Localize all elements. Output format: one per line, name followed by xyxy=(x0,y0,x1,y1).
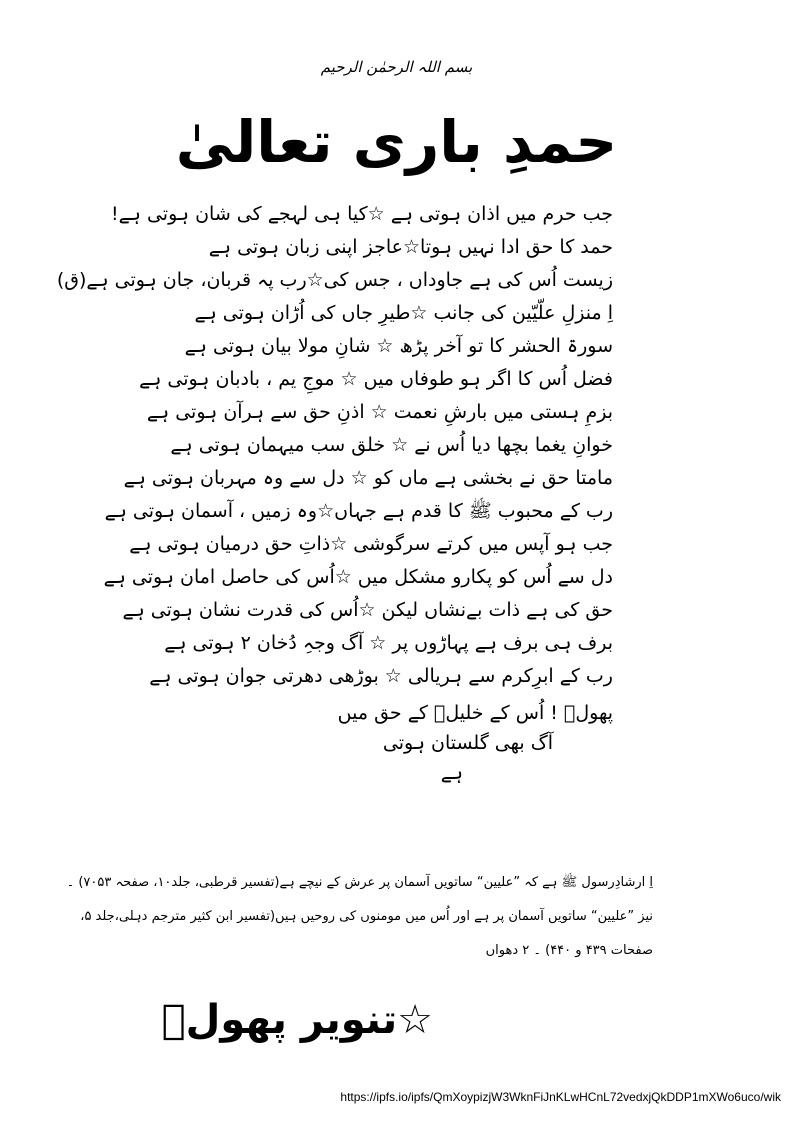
verse-line: جب حرم میں اذان ہوتی ہے ☆کیا ہی لہجے کی شان ہوتی ہے! xyxy=(111,203,613,225)
verse-line: جب ہو آپس میں کرتے سرگوشی ☆ذاتِ حق درمیان ہوتی ہے xyxy=(129,533,613,555)
verse-line: اِ منزلِ علّیّین کی جانب ☆طیرِ جاں کی اُڑان ہوتی ہے xyxy=(194,302,613,324)
poet-signature: ☆تنویر پھولؔ xyxy=(161,997,433,1043)
footnotes xyxy=(13,872,653,974)
verse-line: برف ہی برف ہے پہاڑوں پر ☆ آگ وجہِ دُخان ۲ ہوتی ہے xyxy=(164,632,613,654)
footnote-line: صفحات ۴۳۹ و ۴۴۰) ۔ ۲ دھواں xyxy=(485,943,653,958)
verse-line: رب کے محبوب ﷺ کا قدم ہے جہاں☆وہ زمیں ، آسمان ہوتی ہے xyxy=(104,500,613,522)
verse-line: خوانِ یغما بچھا دیا اُس نے ☆ خلق سب میہمان ہوتی ہے xyxy=(170,434,613,456)
verse-line: حق کی ہے ذات بےنشاں لیکن ☆اُس کی قدرت نشان ہوتی ہے xyxy=(122,599,613,621)
verse-line: دل سے اُس کو پکارو مشکل میں ☆اُس کی حاصل امان ہوتی ہے xyxy=(103,566,613,588)
page-title: حمدِ باری تعالیٰ xyxy=(175,108,618,176)
closing-verse-line-2: آگ بھی گلستان ہوتی xyxy=(382,732,553,754)
verse-line: فضل اُس کا اگر ہو طوفاں میں ☆ موجِ یم ، بادبان ہوتی ہے xyxy=(139,368,613,390)
footnote-line: اِ ارشادِرسول ﷺ ہے کہ ”علیین“ ساتویں آسمان پر عرش کے نیچے ہے(تفسیر قرطبی، جلد۱۰، صفحہ ۷۰۵۳) ۔ xyxy=(66,875,653,890)
verse-line: زیست اُس کی ہے جاوداں ، جس کی☆رب پہ قربان، جان ہوتی ہے(ق) xyxy=(56,269,613,291)
closing-verse-line-3: ہے xyxy=(440,762,463,784)
verse-line: سورۃ الحشر کا تو آخر پڑھ ☆ شانِ مولا بیان ہوتی ہے xyxy=(184,335,613,357)
verse-line: بزمِ ہستی میں بارشِ نعمت ☆ اذنِ حق سے ہرآن ہوتی ہے xyxy=(146,401,613,423)
verse-line: مامتا حق نے بخشی ہے ماں کو ☆ دل سے وہ مہربان ہوتی ہے xyxy=(123,467,613,489)
closing-verse-line-1: پھولؔ ! اُس کے خلیلؑ کے حق میں xyxy=(337,702,613,724)
poem-verses xyxy=(33,198,613,693)
source-url[interactable]: https://ipfs.io/ipfs/QmXoypizjW3WknFiJnKLwHCnL72vedxjQkDDP1mXWo6uco/wik xyxy=(340,1090,781,1104)
verse-line: رب کے ابرِکرم سے ہریالی ☆ بوڑھی دھرتی جوان ہوتی ہے xyxy=(149,665,613,687)
bismillah-header: بسم اللہ الرحمٰن الرحیم xyxy=(320,58,473,76)
verse-line: حمد کا حق ادا نہیں ہوتا☆عاجز اپنی زبان ہوتی ہے xyxy=(208,236,613,258)
footnote-line: نیز ”علیین“ ساتویں آسمان پر ہے اور اُس میں مومنوں کی روحیں ہیں(تفسیر ابن کثیر مترجم دہلی،جلد ۵، xyxy=(80,909,653,924)
